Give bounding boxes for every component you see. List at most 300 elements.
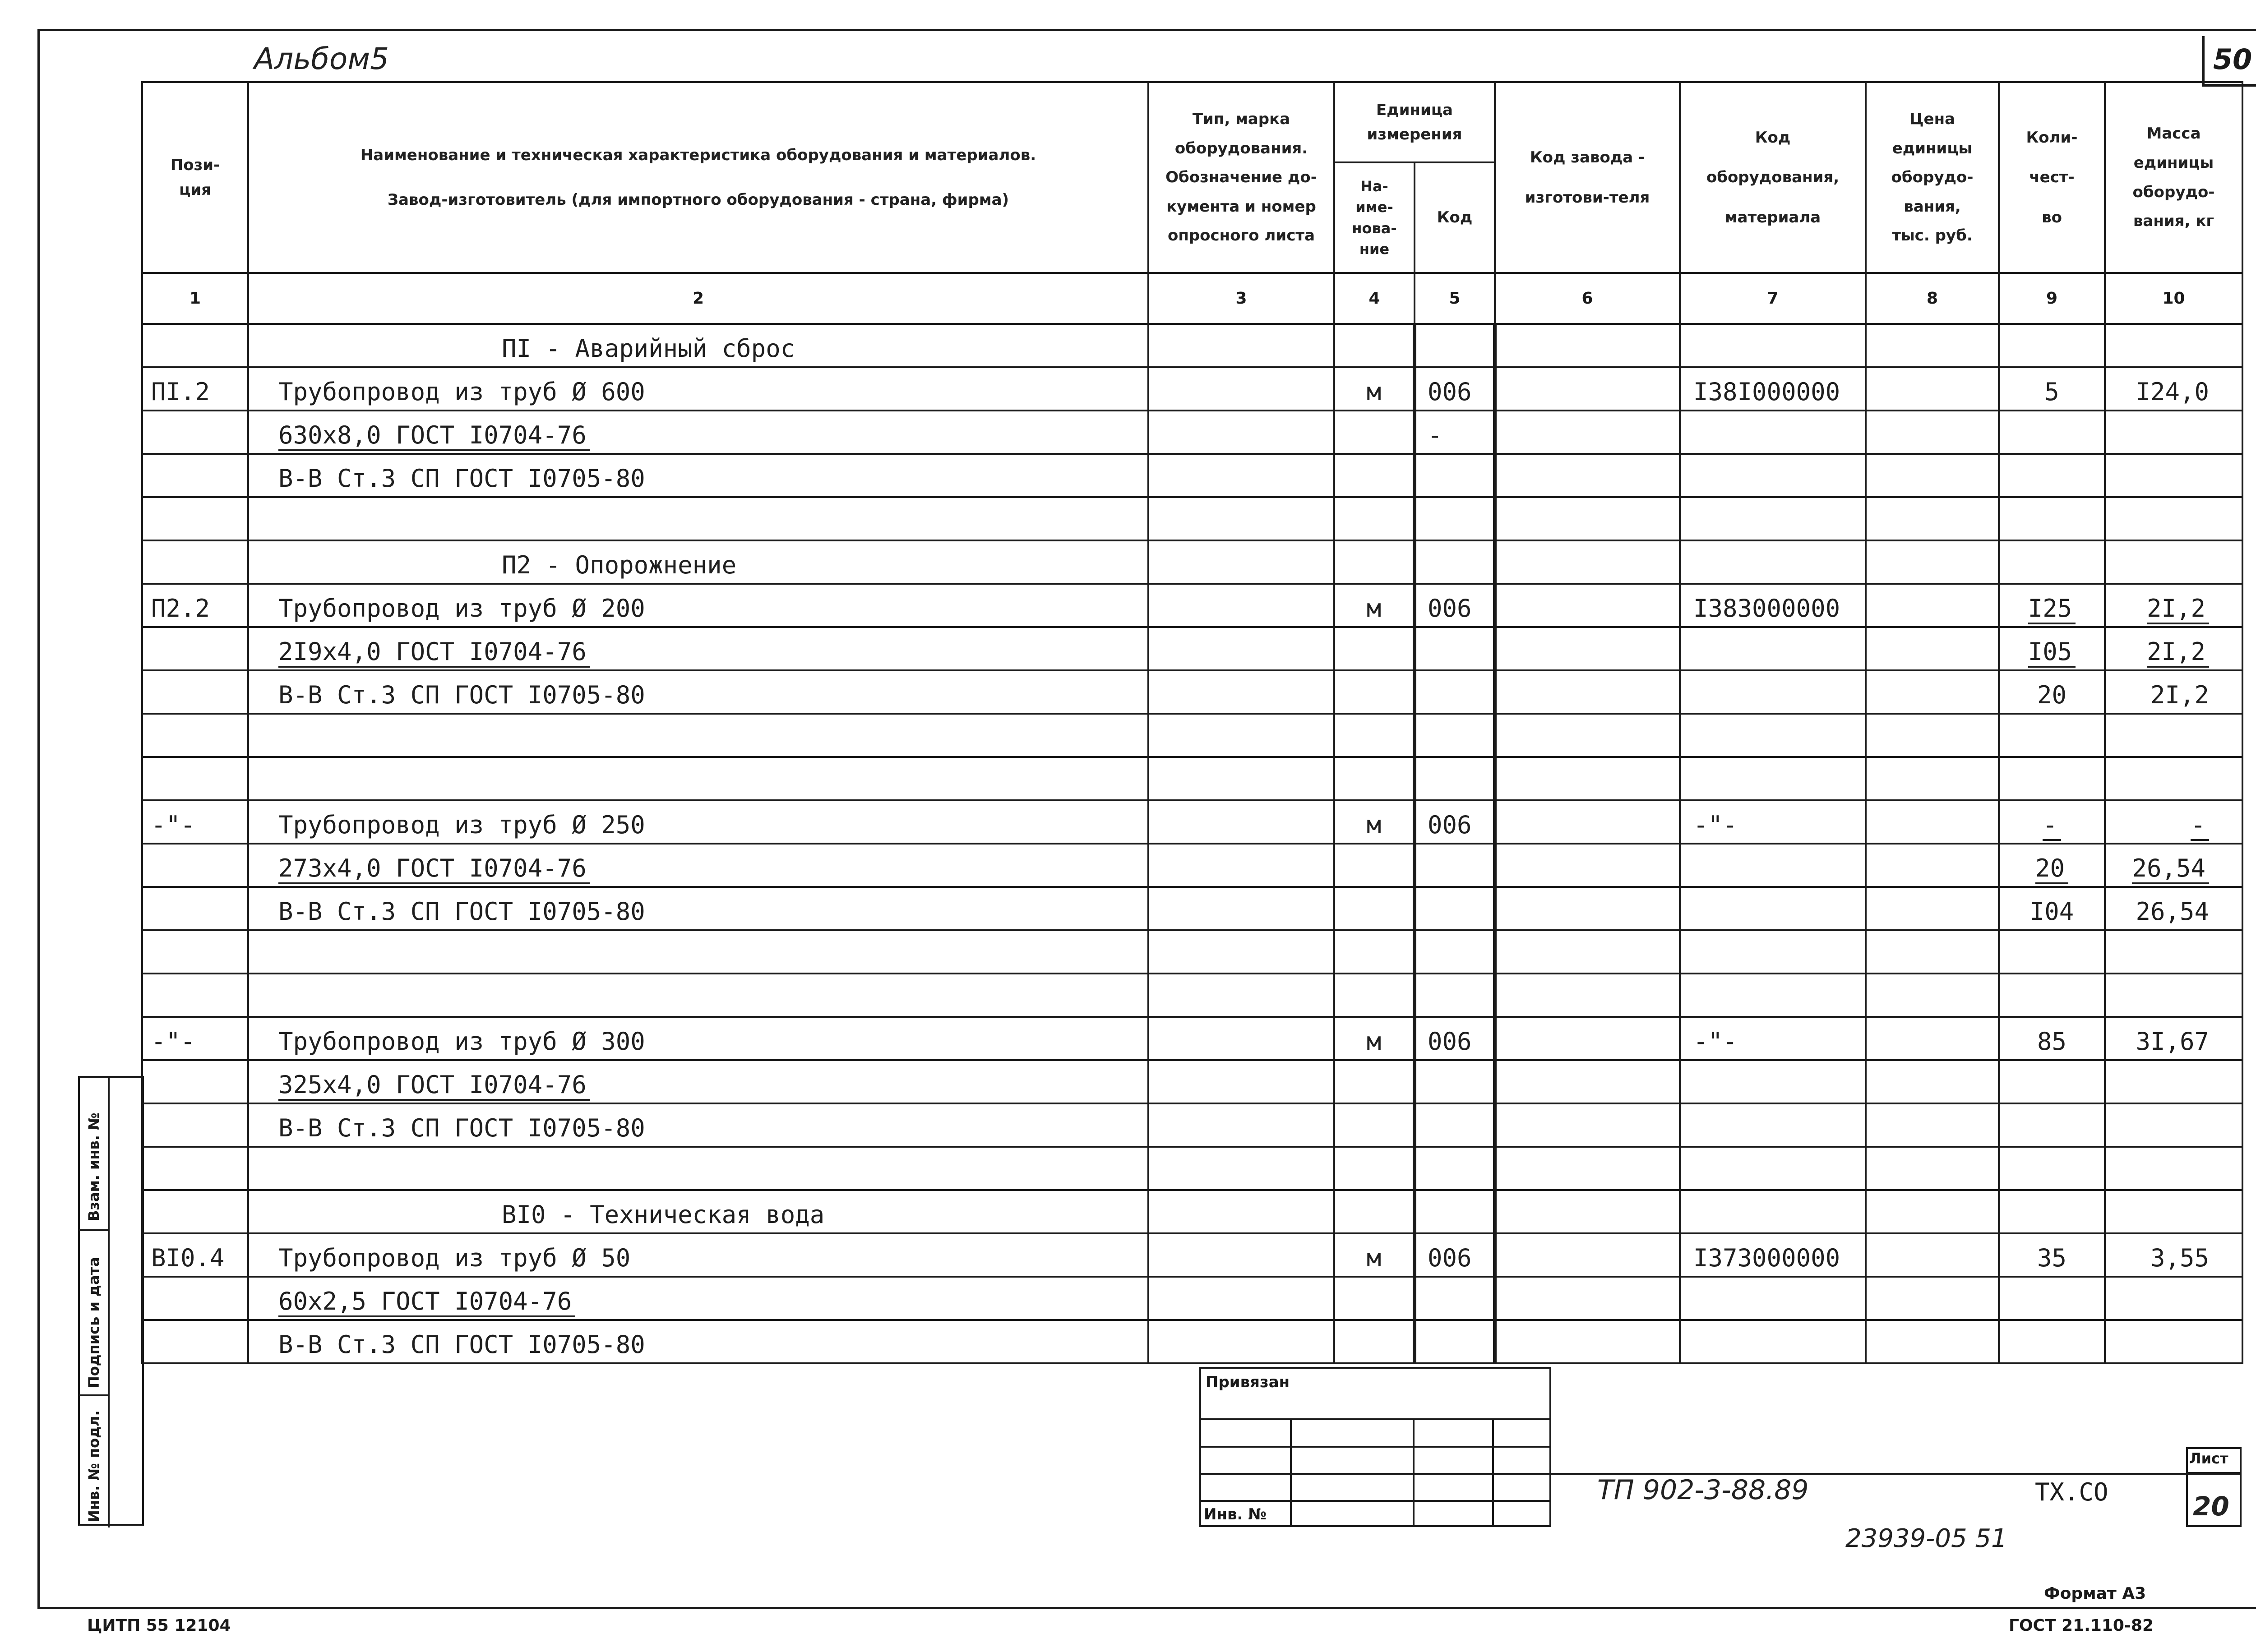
cell-mass	[2105, 324, 2242, 367]
cell-mass	[2105, 411, 2242, 454]
cell-mass	[2105, 670, 2242, 714]
cell-name-text: Трубопровод из труб Ø 300	[278, 1027, 645, 1056]
cell-quantity	[1999, 1017, 2105, 1060]
cell-factory-code	[1495, 757, 1680, 800]
cell-mass-text: 3I,67	[2136, 1027, 2209, 1056]
cell-equipment-code	[1680, 670, 1866, 714]
cell-equipment-code	[1680, 930, 1866, 974]
cell-section-title	[248, 324, 1148, 367]
cell-type	[1148, 757, 1334, 800]
cell-unit-code	[1415, 1060, 1495, 1103]
cell-type	[1148, 974, 1334, 1017]
cell-unit	[1334, 930, 1415, 974]
cell-quantity	[1999, 627, 2105, 670]
cell-quantity	[1999, 930, 2105, 974]
cell-factory-code	[1495, 627, 1680, 670]
cell-name-text: Трубопровод из труб Ø 50	[278, 1243, 631, 1272]
col-header-2	[248, 82, 1148, 273]
stamp-line	[1199, 1473, 1551, 1475]
cell-mass	[2105, 367, 2242, 411]
cell-mass	[2105, 497, 2242, 540]
cell-mass	[2105, 1103, 2242, 1147]
cell-factory-code	[1495, 497, 1680, 540]
stamp-privyazan-label: Привязан	[1206, 1373, 1290, 1391]
cell-name-text: Трубопровод из труб Ø 250	[278, 810, 645, 839]
cell-unit	[1334, 757, 1415, 800]
cell-factory-code	[1495, 1233, 1680, 1277]
specification-table	[141, 81, 2243, 1364]
cell-name	[248, 1277, 1148, 1320]
cell-price	[1866, 1320, 1999, 1363]
cell-mass	[2105, 974, 2242, 1017]
side-stamp	[78, 1076, 144, 1526]
archive-number: 23939-05 51	[1845, 1524, 2007, 1553]
cell-unit-code	[1415, 844, 1495, 887]
cell-name	[248, 714, 1148, 757]
cell-type	[1148, 887, 1334, 930]
cell-mass-text: 26,54	[2136, 897, 2209, 926]
cell-unit-code	[1415, 757, 1495, 800]
cell-quantity	[1999, 1147, 2105, 1190]
cell-factory-code	[1495, 1320, 1680, 1363]
cell-equipment-code	[1680, 1017, 1866, 1060]
cell-mass	[2105, 1277, 2242, 1320]
table-row	[142, 1277, 2242, 1320]
cell-type	[1148, 627, 1334, 670]
cell-position-text: ПI.2	[151, 377, 210, 406]
cell-position	[142, 411, 248, 454]
cell-unit-code-text: 006	[1428, 1243, 1472, 1272]
table-row	[142, 1147, 2242, 1190]
cell-price	[1866, 1233, 1999, 1277]
cell-unit-text: м	[1366, 1027, 1382, 1056]
cell-mass-text: -	[2191, 811, 2209, 841]
table-row	[142, 584, 2242, 627]
col-header-3: Тип, марка оборудования. Обозначение до-кумента и номер опросного листа	[1148, 82, 1334, 273]
table-row	[142, 1103, 2242, 1147]
cell-type	[1148, 367, 1334, 411]
col-header-4: На-име-нова-ние	[1334, 162, 1415, 273]
cell-mass	[2105, 627, 2242, 670]
cell-position	[142, 757, 248, 800]
cell-equipment-code	[1680, 411, 1866, 454]
cell-mass	[2105, 887, 2242, 930]
col-number: 2	[248, 273, 1148, 324]
col-number: 4	[1334, 273, 1415, 324]
cell-equipment-code	[1680, 497, 1866, 540]
cell-type	[1148, 1320, 1334, 1363]
col-number: 7	[1680, 273, 1866, 324]
cell-price	[1866, 1277, 1999, 1320]
cell-unit	[1334, 670, 1415, 714]
cell-position-text: ВI0.4	[151, 1243, 225, 1272]
cell-quantity	[1999, 1233, 2105, 1277]
cell-name	[248, 974, 1148, 1017]
cell-position	[142, 800, 248, 844]
cell-price	[1866, 1190, 1999, 1233]
col-number: 3	[1148, 273, 1334, 324]
cell-type	[1148, 800, 1334, 844]
cell-factory-code	[1495, 454, 1680, 497]
cell-position	[142, 1233, 248, 1277]
cell-factory-code	[1495, 887, 1680, 930]
cell-unit	[1334, 1017, 1415, 1060]
cell-unit-code	[1415, 1320, 1495, 1363]
cell-type	[1148, 1190, 1334, 1233]
col-header-8: Цена единицы оборудо-вания, тыс. руб.	[1866, 82, 1999, 273]
cell-equipment-code	[1680, 1233, 1866, 1277]
cell-equipment-code	[1680, 627, 1866, 670]
cell-price	[1866, 670, 1999, 714]
cell-type	[1148, 670, 1334, 714]
cell-equipment-code	[1680, 974, 1866, 1017]
cell-quantity	[1999, 757, 2105, 800]
cell-equipment-code	[1680, 1277, 1866, 1320]
cell-position	[142, 670, 248, 714]
list-box-divider	[2186, 1472, 2242, 1474]
footer-format: Формат А3	[2044, 1584, 2146, 1603]
cell-quantity-text: 20	[2035, 854, 2068, 884]
cell-quantity	[1999, 1277, 2105, 1320]
cell-position	[142, 1060, 248, 1103]
cell-unit-code	[1415, 584, 1495, 627]
cell-unit-code	[1415, 930, 1495, 974]
cell-mass	[2105, 757, 2242, 800]
cell-price	[1866, 930, 1999, 974]
cell-name	[248, 1147, 1148, 1190]
cell-equipment-code	[1680, 887, 1866, 930]
stamp-line	[1199, 1500, 1551, 1502]
cell-position-text: -"-	[151, 810, 195, 839]
cell-quantity-text: I25	[2028, 594, 2076, 624]
cell-unit	[1334, 454, 1415, 497]
cell-unit-text: м	[1366, 377, 1382, 406]
cell-unit-code	[1415, 324, 1495, 367]
cell-unit-code	[1415, 887, 1495, 930]
cell-equipment-code	[1680, 1060, 1866, 1103]
side-podpis: Подпись и дата	[85, 1257, 102, 1388]
cell-price	[1866, 714, 1999, 757]
cell-mass-text: I24,0	[2136, 377, 2209, 406]
cell-type	[1148, 844, 1334, 887]
cell-unit-code	[1415, 454, 1495, 497]
cell-position	[142, 540, 248, 584]
cell-position	[142, 887, 248, 930]
cell-equipment-code	[1680, 757, 1866, 800]
cell-position	[142, 1277, 248, 1320]
cell-mass	[2105, 844, 2242, 887]
table-body	[142, 324, 2242, 1363]
cell-price	[1866, 800, 1999, 844]
cell-name-text: Трубопровод из труб Ø 200	[278, 594, 645, 623]
cell-mass-text: 2I,2	[2147, 637, 2209, 668]
cell-mass	[2105, 1147, 2242, 1190]
cell-equipment-code	[1680, 1103, 1866, 1147]
table-row	[142, 367, 2242, 411]
cell-position	[142, 1320, 248, 1363]
section-row	[142, 324, 2242, 367]
cell-unit-code-text: 006	[1428, 594, 1472, 623]
cell-name	[248, 497, 1148, 540]
cell-factory-code	[1495, 1277, 1680, 1320]
cell-mass-text: 3,55	[2150, 1243, 2209, 1272]
cell-name	[248, 1233, 1148, 1277]
cell-mass	[2105, 714, 2242, 757]
cell-price	[1866, 757, 1999, 800]
list-label: Лист	[2189, 1450, 2228, 1467]
cell-price	[1866, 887, 1999, 930]
cell-mass-text: 26,54	[2132, 854, 2209, 884]
footer-citp: ЦИТП 55 12104	[87, 1616, 231, 1635]
cell-price	[1866, 627, 1999, 670]
cell-type	[1148, 1103, 1334, 1147]
cell-name	[248, 454, 1148, 497]
cell-mass	[2105, 584, 2242, 627]
cell-name-text: 2I9х4,0 ГОСТ I0704-76	[278, 637, 590, 668]
table-row	[142, 844, 2242, 887]
section-row	[142, 1190, 2242, 1233]
cell-name-text: 630х8,0 ГОСТ I0704-76	[278, 421, 590, 451]
cell-unit-code	[1415, 627, 1495, 670]
cell-type	[1148, 584, 1334, 627]
cell-type	[1148, 1017, 1334, 1060]
table-row	[142, 757, 2242, 800]
cell-mass	[2105, 1017, 2242, 1060]
side-vzam-inv: Взам. инв. №	[85, 1112, 102, 1221]
cell-type	[1148, 1147, 1334, 1190]
cell-mass	[2105, 454, 2242, 497]
cell-type	[1148, 1060, 1334, 1103]
cell-name-text: Трубопровод из труб Ø 600	[278, 377, 645, 406]
table-row	[142, 1060, 2242, 1103]
col-number: 6	[1495, 273, 1680, 324]
cell-name	[248, 411, 1148, 454]
cell-unit-code	[1415, 411, 1495, 454]
cell-quantity	[1999, 411, 2105, 454]
col-header-9: Коли-чест-во	[1999, 82, 2105, 273]
cell-name	[248, 1017, 1148, 1060]
cell-factory-code	[1495, 1190, 1680, 1233]
cell-price	[1866, 540, 1999, 584]
table-row	[142, 1233, 2242, 1277]
table-row	[142, 670, 2242, 714]
cell-factory-code	[1495, 844, 1680, 887]
col-number: 5	[1415, 273, 1495, 324]
column-number-row	[142, 273, 2242, 324]
cell-unit-code	[1415, 1190, 1495, 1233]
cell-name	[248, 584, 1148, 627]
cell-unit	[1334, 584, 1415, 627]
document-code: ТП 902-3-88.89	[1597, 1474, 1809, 1506]
cell-factory-code	[1495, 714, 1680, 757]
cell-mass	[2105, 1190, 2242, 1233]
cell-name	[248, 800, 1148, 844]
cell-quantity-text: 20	[2037, 680, 2067, 709]
cell-unit	[1334, 800, 1415, 844]
cell-factory-code	[1495, 540, 1680, 584]
cell-unit-code-text: 006	[1428, 1027, 1472, 1056]
cell-factory-code	[1495, 1060, 1680, 1103]
cell-position	[142, 454, 248, 497]
cell-quantity	[1999, 974, 2105, 1017]
cell-unit	[1334, 411, 1415, 454]
cell-quantity	[1999, 1190, 2105, 1233]
cell-equipment-code-text: -"-	[1693, 810, 1738, 839]
cell-position-text: -"-	[151, 1027, 195, 1056]
cell-mass	[2105, 540, 2242, 584]
cell-position	[142, 584, 248, 627]
table-row	[142, 627, 2242, 670]
cell-unit-code	[1415, 1017, 1495, 1060]
cell-unit-text: м	[1366, 810, 1382, 839]
cell-quantity	[1999, 887, 2105, 930]
cell-quantity	[1999, 367, 2105, 411]
cell-section-title-text: ПI - Аварийный сброс	[502, 334, 795, 363]
cell-factory-code	[1495, 974, 1680, 1017]
cell-factory-code	[1495, 1017, 1680, 1060]
cell-name-text: 273х4,0 ГОСТ I0704-76	[278, 854, 590, 884]
col-number: 8	[1866, 273, 1999, 324]
cell-type	[1148, 540, 1334, 584]
cell-mass	[2105, 1320, 2242, 1363]
cell-factory-code	[1495, 584, 1680, 627]
cell-unit-text: м	[1366, 1243, 1382, 1272]
cell-price	[1866, 454, 1999, 497]
table-row	[142, 411, 2242, 454]
cell-equipment-code	[1680, 540, 1866, 584]
footer-gost: ГОСТ 21.110-82	[2009, 1616, 2154, 1635]
cell-position	[142, 974, 248, 1017]
cell-unit	[1334, 1147, 1415, 1190]
cell-type	[1148, 930, 1334, 974]
cell-position	[142, 1017, 248, 1060]
cell-quantity	[1999, 714, 2105, 757]
col-header-2-line1: Наименование и техническая характеристика оборудования и материалов.	[360, 146, 1036, 164]
cell-type	[1148, 714, 1334, 757]
section-row	[142, 540, 2242, 584]
table-row	[142, 454, 2242, 497]
cell-unit	[1334, 1103, 1415, 1147]
cell-price	[1866, 974, 1999, 1017]
cell-unit	[1334, 974, 1415, 1017]
table-row	[142, 887, 2242, 930]
col-header-7: Код оборудования, материала	[1680, 82, 1866, 273]
side-inv-podl: Инв. № подл.	[85, 1410, 102, 1522]
cell-quantity-text: I04	[2029, 897, 2074, 926]
cell-equipment-code	[1680, 800, 1866, 844]
cell-position-text: П2.2	[151, 594, 210, 623]
cell-quantity-text: 85	[2037, 1027, 2067, 1056]
cell-factory-code	[1495, 1103, 1680, 1147]
cell-price	[1866, 1060, 1999, 1103]
cell-quantity	[1999, 1060, 2105, 1103]
cell-quantity	[1999, 670, 2105, 714]
cell-unit-code	[1415, 1147, 1495, 1190]
cell-name-text: 60х2,5 ГОСТ I0704-76	[278, 1287, 575, 1317]
cell-equipment-code	[1680, 714, 1866, 757]
cell-factory-code	[1495, 670, 1680, 714]
cell-mass	[2105, 1060, 2242, 1103]
cell-position	[142, 1103, 248, 1147]
cell-equipment-code	[1680, 1147, 1866, 1190]
cell-name	[248, 844, 1148, 887]
cell-equipment-code	[1680, 324, 1866, 367]
cell-name	[248, 1320, 1148, 1363]
album-label: Альбом5	[254, 42, 389, 76]
cell-quantity	[1999, 497, 2105, 540]
cell-price	[1866, 1103, 1999, 1147]
cell-price	[1866, 584, 1999, 627]
col-header-6: Код завода - изготови-теля	[1495, 82, 1680, 273]
cell-type	[1148, 324, 1334, 367]
cell-unit	[1334, 714, 1415, 757]
cell-type	[1148, 1277, 1334, 1320]
cell-name	[248, 757, 1148, 800]
cell-quantity	[1999, 1103, 2105, 1147]
cell-factory-code	[1495, 800, 1680, 844]
cell-equipment-code	[1680, 584, 1866, 627]
cell-equipment-code	[1680, 1190, 1866, 1233]
cell-section-title-text: П2 - Опорожнение	[502, 550, 737, 579]
cell-position	[142, 367, 248, 411]
cell-name	[248, 930, 1148, 974]
cell-price	[1866, 1017, 1999, 1060]
document-mark: ТХ.СО	[2035, 1478, 2108, 1506]
table-row	[142, 930, 2242, 974]
cell-unit-code	[1415, 1103, 1495, 1147]
cell-mass	[2105, 930, 2242, 974]
col-header-1: Пози-ция	[142, 82, 248, 273]
cell-mass	[2105, 800, 2242, 844]
cell-unit	[1334, 324, 1415, 367]
table-row	[142, 800, 2242, 844]
cell-position	[142, 627, 248, 670]
table-row	[142, 497, 2242, 540]
col-header-10: Масса единицы оборудо-вания, кг	[2105, 82, 2242, 273]
cell-name	[248, 1103, 1148, 1147]
col-number: 1	[142, 273, 248, 324]
cell-equipment-code-text: I373000000	[1693, 1243, 1840, 1272]
cell-factory-code	[1495, 367, 1680, 411]
cell-section-title-text: ВI0 - Техническая вода	[502, 1200, 825, 1229]
stamp-inv-label: Инв. №	[1204, 1505, 1267, 1523]
cell-quantity	[1999, 844, 2105, 887]
cell-quantity-text: I05	[2028, 637, 2076, 668]
cell-position	[142, 497, 248, 540]
table-row	[142, 1320, 2242, 1363]
table-row	[142, 974, 2242, 1017]
col-number: 10	[2105, 273, 2242, 324]
cell-unit-code	[1415, 800, 1495, 844]
cell-quantity	[1999, 1320, 2105, 1363]
cell-price	[1866, 1147, 1999, 1190]
cell-name	[248, 367, 1148, 411]
cell-position	[142, 324, 248, 367]
cell-unit	[1334, 497, 1415, 540]
sheet-number: 50	[2213, 43, 2252, 76]
cell-equipment-code-text: -"-	[1693, 1027, 1738, 1056]
cell-section-title	[248, 1190, 1148, 1233]
cell-section-title	[248, 540, 1148, 584]
cell-mass-text: 2I,2	[2147, 594, 2209, 624]
cell-unit-code	[1415, 1277, 1495, 1320]
cell-equipment-code-text: I383000000	[1693, 594, 1840, 623]
cell-price	[1866, 497, 1999, 540]
cell-price	[1866, 844, 1999, 887]
cell-mass	[2105, 1233, 2242, 1277]
table-row	[142, 1017, 2242, 1060]
cell-price	[1866, 411, 1999, 454]
